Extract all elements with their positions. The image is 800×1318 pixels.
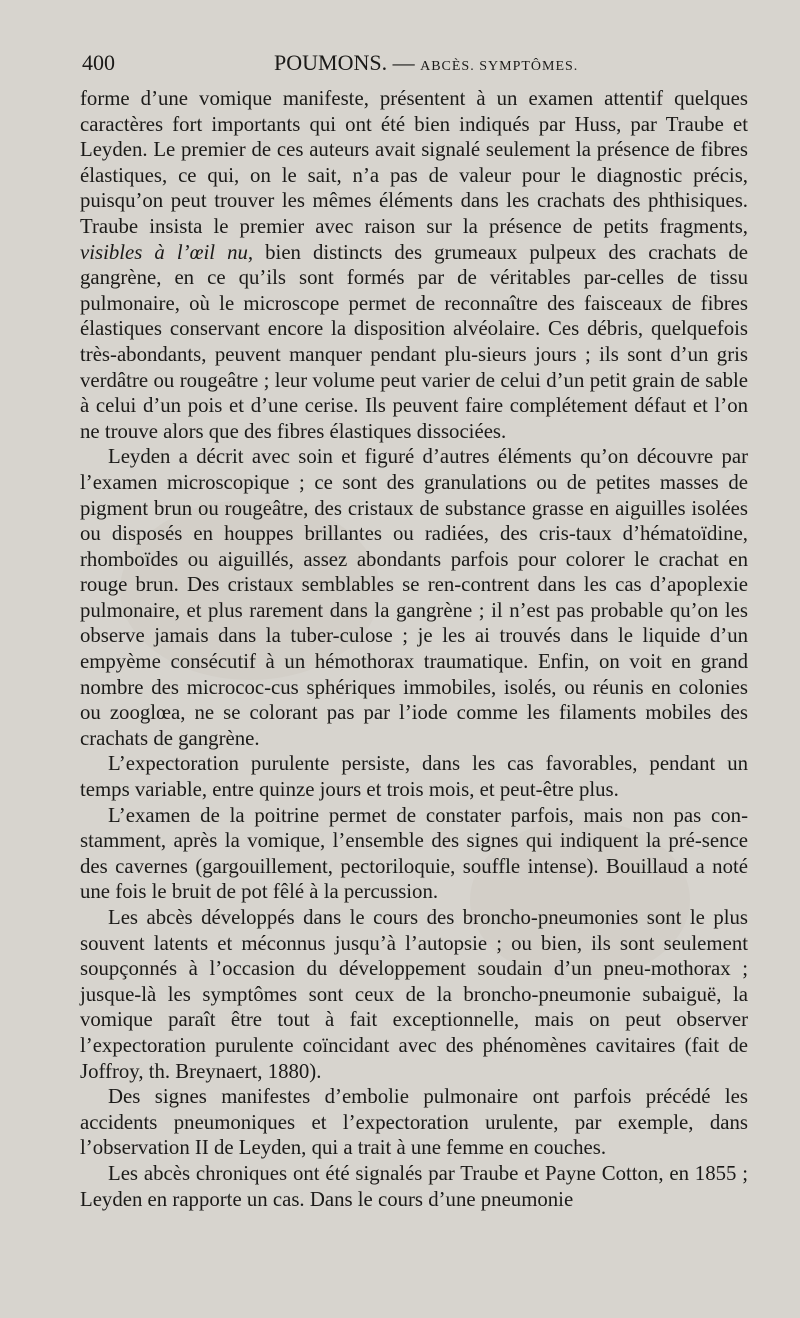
paragraph-1-part-b: bien distincts des grumeaux pulpeux des crachats de gangrène, en ce qu’ils sont formés par de véritables par-celles de tissu pulmonaire, où le microscope permet de reconnaître des faisceaux de fibres élastiques conservant encore la disposition alvéolaire. Ces débris, quelquefois très-abondants, peuvent manquer pendant plu-sieurs jours ; ils sont d’un gris verdâtre ou rougeâtre ; leur volume peut varier de celui d’un petit grain de sable à celui d’un pois et d’une cerise. Ils peuvent faire complétement défaut et l’on ne trouve alors que des fibres élastiques dissociées.: [80, 240, 748, 443]
header-dash: —: [392, 50, 415, 75]
header-title: POUMONS.: [274, 50, 388, 75]
running-header: [80, 46, 748, 80]
paragraph-2: Leyden a décrit avec soin et figuré d’autres éléments qu’on découvre par l’examen microscopique ; ce sont des granulations ou de petites masses de pigment brun ou rougeâtre, des cristaux de substance grasse en aiguilles isolées ou disposés en houppes brillantes ou radiées, des cris-taux d’hématoïdine, rhomboïdes ou aiguillés, assez abondants parfois pour colorer le crachat en rouge brun. Des cristaux semblables se ren-contrent dans les cas d’apoplexie pulmonaire, et plus rarement dans la gangrène ; il n’est pas probable qu’on les observe jamais dans la tuber-culose ; je les ai trouvés dans le liquide d’un empyème consécutif à un hémothorax traumatique. Enfin, on voit en grand nombre des micrococ-cus sphériques immobiles, isolés, ou réunis en colonies ou zooglœa, ne se colorant pas par l’iode comme les filaments mobiles des crachats de gangrène.: [80, 445, 748, 750]
paragraph-3: L’expectoration purulente persiste, dans les cas favorables, pendant un temps variable, entre quinze jours et trois mois, et peut-être plus.: [80, 752, 748, 802]
paragraph-7: Les abcès chroniques ont été signalés par Traube et Payne Cotton, en 1855 ; Leyden en rapporte un cas. Dans le cours d’une pneumonie: [80, 1161, 748, 1211]
paragraph-4: L’examen de la poitrine permet de constater parfois, mais non pas con-stamment, après la vomique, l’ensemble des signes qui indiquent la pré-sence des cavernes (gargouillement, pectoriloquie, souffle intense). Bouillaud a noté une fois le bruit de pot fêlé à la percussion.: [80, 803, 748, 904]
paragraph-5: Les abcès développés dans le cours des broncho-pneumonies sont le plus souvent latents et méconnus jusqu’à l’autopsie ; ou bien, ils sont seulement soupçonnés à l’occasion du développement soudain d’un pneu-mothorax ; jusque-là les symptômes sont ceux de la broncho-pneumonie subaiguë, la vomique paraît être tout à fait exceptionnelle, mais on peut observer l’expectoration purulente coïncidant avec des phénomènes cavitaires (fait de Joffroy, th. Breynaert, 1880).: [80, 906, 748, 1083]
running-title: [274, 50, 578, 76]
paragraph-1-italic: visibles à l’œil nu,: [80, 240, 254, 264]
paragraph-1-part-a: forme d’une vomique manifeste, présentent à un examen attentif quelques caractères fort importants qui ont été bien indiqués par Huss, par Traube et Leyden. Le premier de ces auteurs avait signalé seulement la présence de fibres élastiques, ce qui, on le sait, n’a pas de valeur pour le diagnostic précis, puisqu’on peut trouver les mêmes éléments dans les crachats des phthisiques. Traube insista le premier avec raison sur la présence de petits fragments,: [80, 87, 748, 238]
body-text: [80, 86, 748, 1212]
paragraph-1: [80, 86, 748, 444]
page-number: 400: [82, 50, 115, 75]
paragraph-6: Des signes manifestes d’embolie pulmonaire ont parfois précédé les accidents pneumoniques et l’expectoration urulente, par exemple, dans l’observation II de Leyden, qui a trait à une femme en couches.: [80, 1085, 748, 1160]
header-subtitle: ABCÈS. SYMPTÔMES.: [420, 59, 579, 74]
